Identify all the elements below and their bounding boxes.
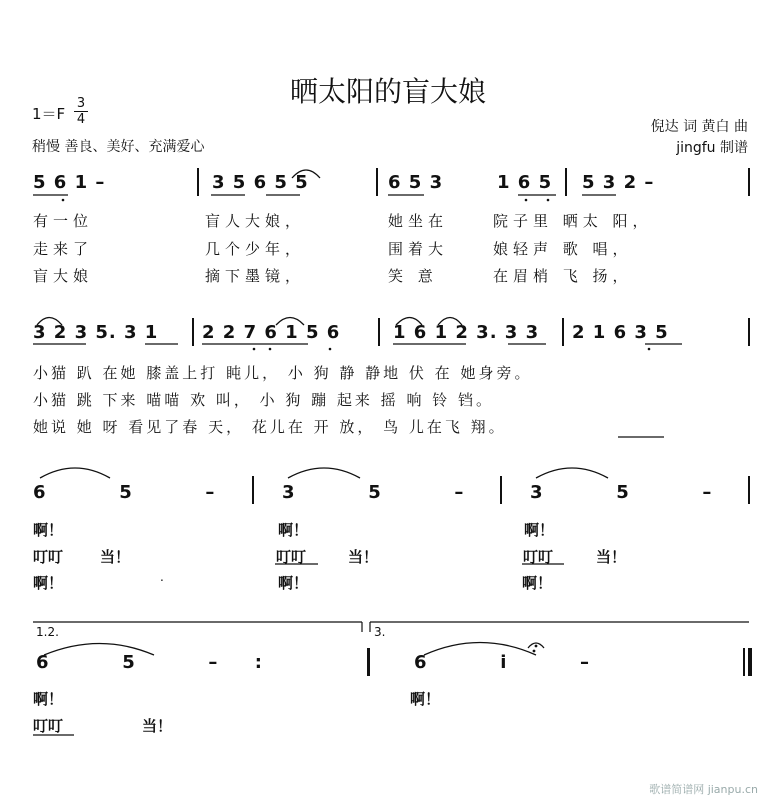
lyric-line: 几个少年， xyxy=(205,240,306,258)
measure-notes: 3 5 6 5 5 xyxy=(212,172,309,193)
measure-notes: 1 6 1 2 3. 3 3 xyxy=(393,322,540,343)
repeat-barline xyxy=(367,648,370,676)
barline xyxy=(500,476,502,504)
lyric-line: 叮叮 xyxy=(523,548,554,566)
tie-arc xyxy=(288,468,360,478)
barline xyxy=(252,476,254,504)
lyric-line: 当！ xyxy=(348,548,379,566)
lyric-line: 笑 意 xyxy=(388,267,438,285)
barline xyxy=(748,476,750,504)
lyric-line: 院子里 晒太 阳， xyxy=(493,212,653,230)
lyric-line: 她说 她 呀 看见了春 天， 花儿在 开 放， 鸟 儿在飞 翔。 xyxy=(33,418,507,436)
lyric-line: 啊！ xyxy=(278,521,309,539)
lyric-line: 当！ xyxy=(100,548,131,566)
lyric-line: 有一位 xyxy=(33,212,94,230)
measure-notes: 3 5 – xyxy=(282,482,465,503)
lyric-line: 啊！ xyxy=(522,574,553,592)
lyric-line: 叮叮 xyxy=(33,548,64,566)
lyric-line: 啊！ xyxy=(33,690,64,708)
stray-dot: . xyxy=(160,570,164,584)
lyric-line: 娘轻声 歌 唱， xyxy=(493,240,633,258)
low-octave-dot xyxy=(62,199,65,202)
lyric-line: 盲人大娘， xyxy=(205,212,306,230)
measure-notes: 5 3 2 – xyxy=(582,172,655,193)
fermata-dot xyxy=(535,645,538,648)
barline xyxy=(748,318,750,346)
measure-notes: 3 2 3 5. 3 1 xyxy=(33,322,159,343)
key-signature: 1＝F xyxy=(32,105,66,123)
measure-notes: 2 1 6 3 5 xyxy=(572,322,669,343)
measure-notes: 5 6 1 – xyxy=(33,172,106,193)
lyric-line: 走来了 xyxy=(33,240,94,258)
measure-notes: 6 5 – xyxy=(33,482,216,503)
lyric-line: 她坐在 xyxy=(388,212,449,230)
measure-notes: 2 2 7 6 1 5 6 xyxy=(202,322,341,343)
time-signature-top: 3 xyxy=(76,96,86,111)
tie-arc xyxy=(40,468,110,478)
low-octave-dot xyxy=(547,199,550,202)
low-octave-dot xyxy=(269,348,272,351)
lyric-line: 叮叮 xyxy=(33,717,64,735)
tie-arc xyxy=(292,170,320,178)
lyric-line: 啊！ xyxy=(33,574,64,592)
barline xyxy=(192,318,194,346)
low-octave-dot xyxy=(525,199,528,202)
final-barline-thin xyxy=(743,648,745,676)
low-octave-dot xyxy=(648,348,651,351)
tempo-marking: 稍慢 善良、美好、充满爱心 xyxy=(32,139,205,155)
lyric-line: 啊！ xyxy=(278,574,309,592)
lyric-line: 啊！ xyxy=(410,690,441,708)
song-title: 晒太阳的盲大娘 xyxy=(289,75,486,108)
watermark: 歌谱简谱网 jianpu.cn xyxy=(649,783,758,796)
low-octave-dot xyxy=(253,348,256,351)
lyric-line: 当！ xyxy=(596,548,627,566)
time-signature-bottom: 4 xyxy=(74,111,88,127)
measure-notes: 6 5 – : xyxy=(36,652,263,673)
lyric-line: 摘下墨镜， xyxy=(205,267,306,285)
volta-first-label: 1.2. xyxy=(36,625,59,639)
barline xyxy=(562,318,564,346)
final-barline-thick xyxy=(748,648,752,676)
volta-second-label: 3. xyxy=(374,625,386,639)
measure-notes: 6 5 3 xyxy=(388,172,444,193)
measure-notes: 3 5 – xyxy=(530,482,713,503)
low-octave-dot xyxy=(329,348,332,351)
lyric-line: 当！ xyxy=(142,717,173,735)
tie-arc xyxy=(536,468,608,478)
measure-notes: 6 i – xyxy=(414,652,591,673)
lyric-line: 啊！ xyxy=(524,521,555,539)
lyric-line: 在眉梢 飞 扬， xyxy=(493,267,633,285)
measure-notes: 1 6 5 xyxy=(497,172,553,193)
lyric-line: 围着大 xyxy=(388,240,449,258)
credits: 倪达 词 黄白 曲 xyxy=(650,119,748,135)
lyric-line: 啊！ xyxy=(33,521,64,539)
lyric-line: 盲大娘 xyxy=(33,267,94,285)
barline xyxy=(378,318,380,346)
lyric-line: 小猫 跳 下来 喵喵 欢 叫， 小 狗 蹦 起来 摇 响 铃 铛。 xyxy=(33,391,494,409)
lyric-line: 叮叮 xyxy=(276,548,307,566)
transcriber: jingfu 制谱 xyxy=(676,140,748,156)
lyric-line: 小猫 趴 在她 膝盖上打 盹儿， 小 狗 静 静地 伏 在 她身旁。 xyxy=(33,364,533,382)
